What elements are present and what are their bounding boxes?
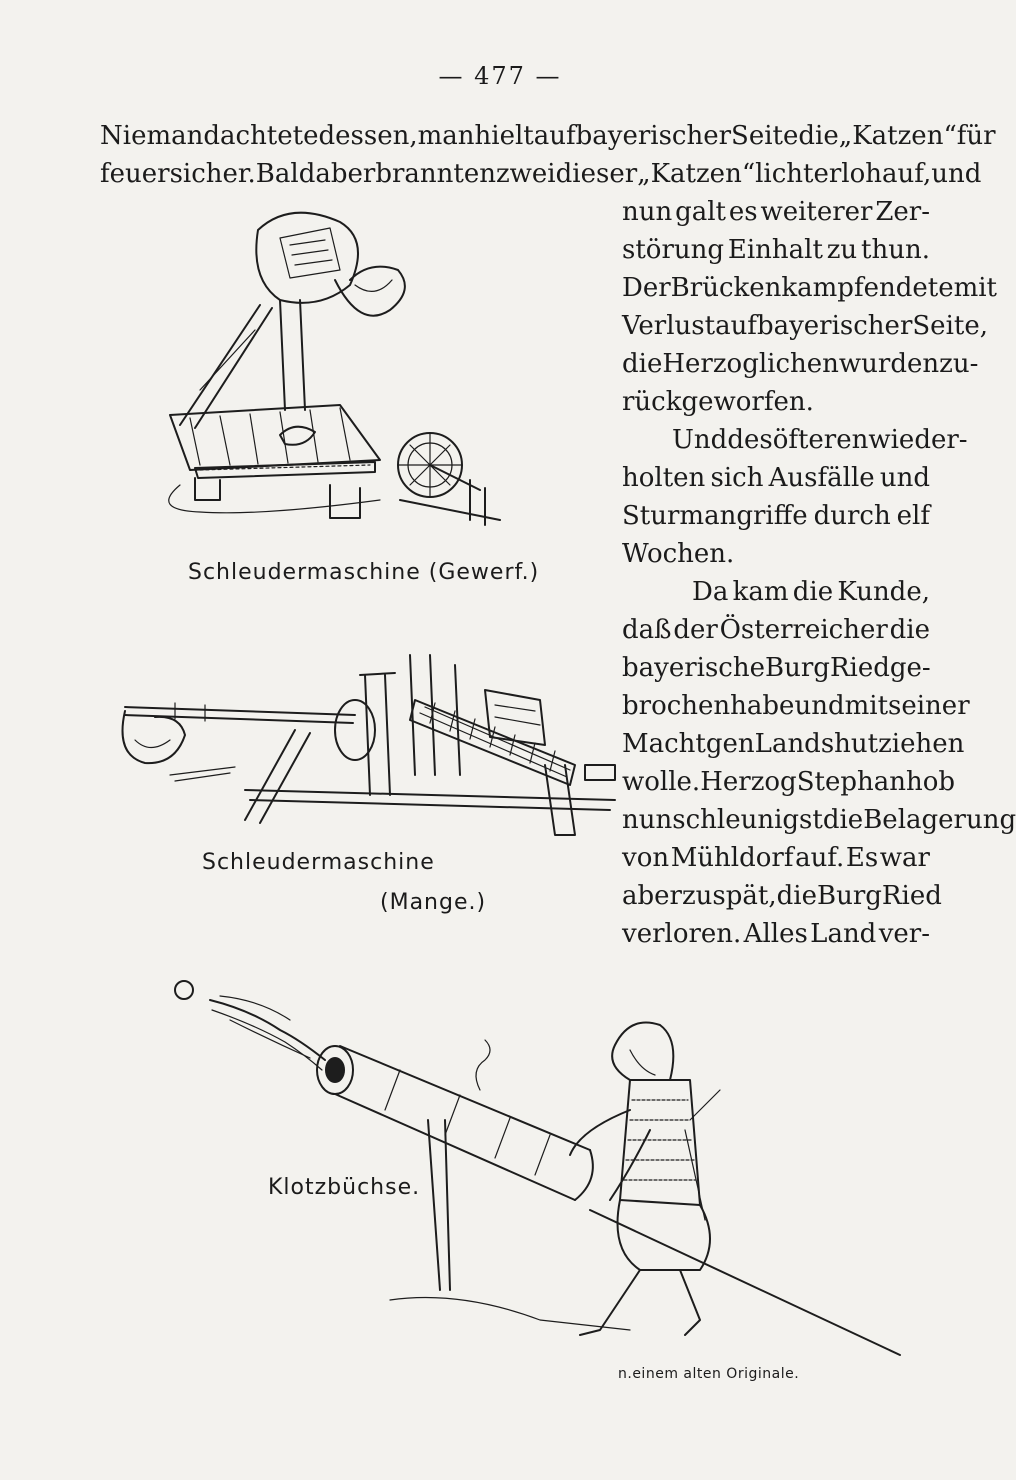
word: wolle. bbox=[622, 767, 701, 797]
word: Macht bbox=[622, 729, 706, 759]
word: wurden bbox=[838, 349, 940, 379]
word: Einhalt bbox=[727, 235, 823, 265]
word: dieser bbox=[555, 159, 638, 189]
word: Belagerung bbox=[863, 805, 1016, 835]
column-line-10 bbox=[622, 536, 930, 572]
word: aber bbox=[315, 159, 376, 189]
word: zwei bbox=[495, 159, 556, 189]
word: auf bbox=[533, 121, 576, 151]
word: verloren. bbox=[622, 919, 742, 949]
word: Land bbox=[810, 919, 877, 949]
word: wieder- bbox=[868, 425, 968, 455]
word: aber bbox=[622, 881, 682, 911]
word: Herzog bbox=[700, 767, 797, 797]
word: rückgeworfen. bbox=[622, 387, 814, 417]
word: Bald bbox=[255, 159, 316, 189]
word: man bbox=[417, 121, 475, 151]
caption-gewerf: Schleudermaschine (Gewerf.) bbox=[188, 560, 540, 585]
word: galt bbox=[675, 197, 727, 227]
word: holten bbox=[622, 463, 706, 493]
word: feuersicher. bbox=[100, 159, 256, 189]
word: hielt bbox=[474, 121, 534, 151]
word: brochen bbox=[622, 691, 731, 721]
column-line-1 bbox=[622, 194, 930, 230]
column-line-8 bbox=[622, 460, 930, 496]
word: die bbox=[889, 615, 930, 645]
column-line-9 bbox=[622, 498, 930, 534]
word: die bbox=[776, 881, 817, 911]
word: es bbox=[728, 197, 758, 227]
word: lichterloh bbox=[755, 159, 883, 189]
word: Kunde, bbox=[837, 577, 930, 607]
word: thun. bbox=[861, 235, 930, 265]
word: Zer- bbox=[875, 197, 930, 227]
word: ge- bbox=[889, 653, 931, 683]
column-line-11 bbox=[692, 574, 930, 610]
word: Da bbox=[692, 577, 729, 607]
catapult-drawing bbox=[140, 200, 540, 540]
word: des bbox=[727, 425, 773, 455]
word: Herzoglichen bbox=[662, 349, 839, 379]
word: mit bbox=[953, 273, 997, 303]
column-line-4 bbox=[622, 308, 988, 344]
word: Seite, bbox=[912, 311, 988, 341]
word: und bbox=[794, 691, 845, 721]
word: bayerische bbox=[622, 653, 765, 683]
word: mit bbox=[844, 691, 889, 721]
word: zu- bbox=[939, 349, 979, 379]
column-line-13 bbox=[622, 650, 930, 686]
word: auf bbox=[715, 311, 757, 341]
column-line-7 bbox=[672, 422, 968, 458]
word: nun bbox=[622, 805, 673, 835]
word: sich bbox=[710, 463, 764, 493]
word: und bbox=[879, 463, 930, 493]
text-line-2 bbox=[100, 156, 982, 192]
word: auf, bbox=[882, 159, 932, 189]
word: elf bbox=[896, 501, 930, 531]
word: schleunigst bbox=[672, 805, 823, 835]
caption-mange-line1: Schleudermaschine bbox=[202, 850, 435, 875]
word: „Katzen“ bbox=[637, 159, 756, 189]
word: Alles bbox=[743, 919, 808, 949]
word: spät, bbox=[712, 881, 777, 911]
column-line-5 bbox=[622, 346, 979, 382]
word: nun bbox=[622, 197, 673, 227]
word: Ried bbox=[881, 881, 942, 911]
word: daß bbox=[622, 615, 672, 645]
word: störung bbox=[622, 235, 725, 265]
word: öfteren bbox=[772, 425, 869, 455]
column-line-2 bbox=[622, 232, 930, 268]
word: zu bbox=[826, 235, 858, 265]
column-line-15 bbox=[622, 726, 965, 762]
word: Mühldorf bbox=[670, 843, 794, 873]
column-line-17 bbox=[622, 802, 1016, 838]
word: dessen, bbox=[318, 121, 418, 151]
word: zu bbox=[681, 881, 713, 911]
word: der bbox=[673, 615, 718, 645]
word: kam bbox=[732, 577, 789, 607]
word: ver- bbox=[878, 919, 930, 949]
word: Verlust bbox=[622, 311, 716, 341]
word: von bbox=[622, 843, 670, 873]
word: Brückenkampf bbox=[670, 273, 864, 303]
word: bayerischer bbox=[575, 121, 732, 151]
word: Österreicher bbox=[719, 615, 888, 645]
page-number: — 477 — bbox=[438, 62, 562, 90]
mangonel-drawing bbox=[115, 645, 620, 845]
word: Der bbox=[622, 273, 671, 303]
column-line-6 bbox=[622, 384, 930, 420]
word: Seite bbox=[731, 121, 799, 151]
column-line-16 bbox=[622, 764, 956, 800]
word: Ausfälle bbox=[768, 463, 875, 493]
word: die bbox=[622, 349, 663, 379]
caption-mange-line2: (Mange.) bbox=[380, 890, 487, 915]
word: gen bbox=[705, 729, 755, 759]
word: und bbox=[931, 159, 982, 189]
word: Sturmangriffe bbox=[622, 501, 808, 531]
word: habe bbox=[730, 691, 795, 721]
word: Landshut bbox=[754, 729, 879, 759]
column-line-3 bbox=[622, 270, 997, 306]
column-line-18 bbox=[622, 840, 930, 876]
word: die bbox=[822, 805, 864, 835]
column-line-14 bbox=[622, 688, 970, 724]
caption-source: n.einem alten Originale. bbox=[618, 1366, 800, 1382]
word: ziehen bbox=[878, 729, 965, 759]
word: auf. bbox=[795, 843, 845, 873]
word: die bbox=[798, 121, 839, 151]
word: brannten bbox=[375, 159, 496, 189]
word: endete bbox=[863, 273, 954, 303]
word: achtete bbox=[220, 121, 319, 151]
word: seiner bbox=[888, 691, 970, 721]
word: bayerischer bbox=[756, 311, 913, 341]
word: für bbox=[956, 121, 996, 151]
word: durch bbox=[813, 501, 891, 531]
text-line-1 bbox=[100, 118, 996, 154]
word: die bbox=[792, 577, 834, 607]
word: Es bbox=[845, 843, 879, 873]
word: Niemand bbox=[100, 121, 220, 151]
column-line-12 bbox=[622, 612, 930, 648]
word: Burg bbox=[816, 881, 882, 911]
word: hob bbox=[905, 767, 956, 797]
word: Burg bbox=[765, 653, 830, 683]
word: weiterer bbox=[760, 197, 873, 227]
caption-klotzbuechse: Klotzbüchse. bbox=[268, 1175, 421, 1200]
word: „Katzen“ bbox=[838, 121, 957, 151]
word: Stephan bbox=[796, 767, 906, 797]
column-line-19 bbox=[622, 878, 942, 914]
word: war bbox=[879, 843, 930, 873]
word: Wochen. bbox=[622, 539, 735, 569]
column-line-20 bbox=[622, 916, 930, 952]
word: Ried bbox=[829, 653, 890, 683]
word: Und bbox=[672, 425, 728, 455]
